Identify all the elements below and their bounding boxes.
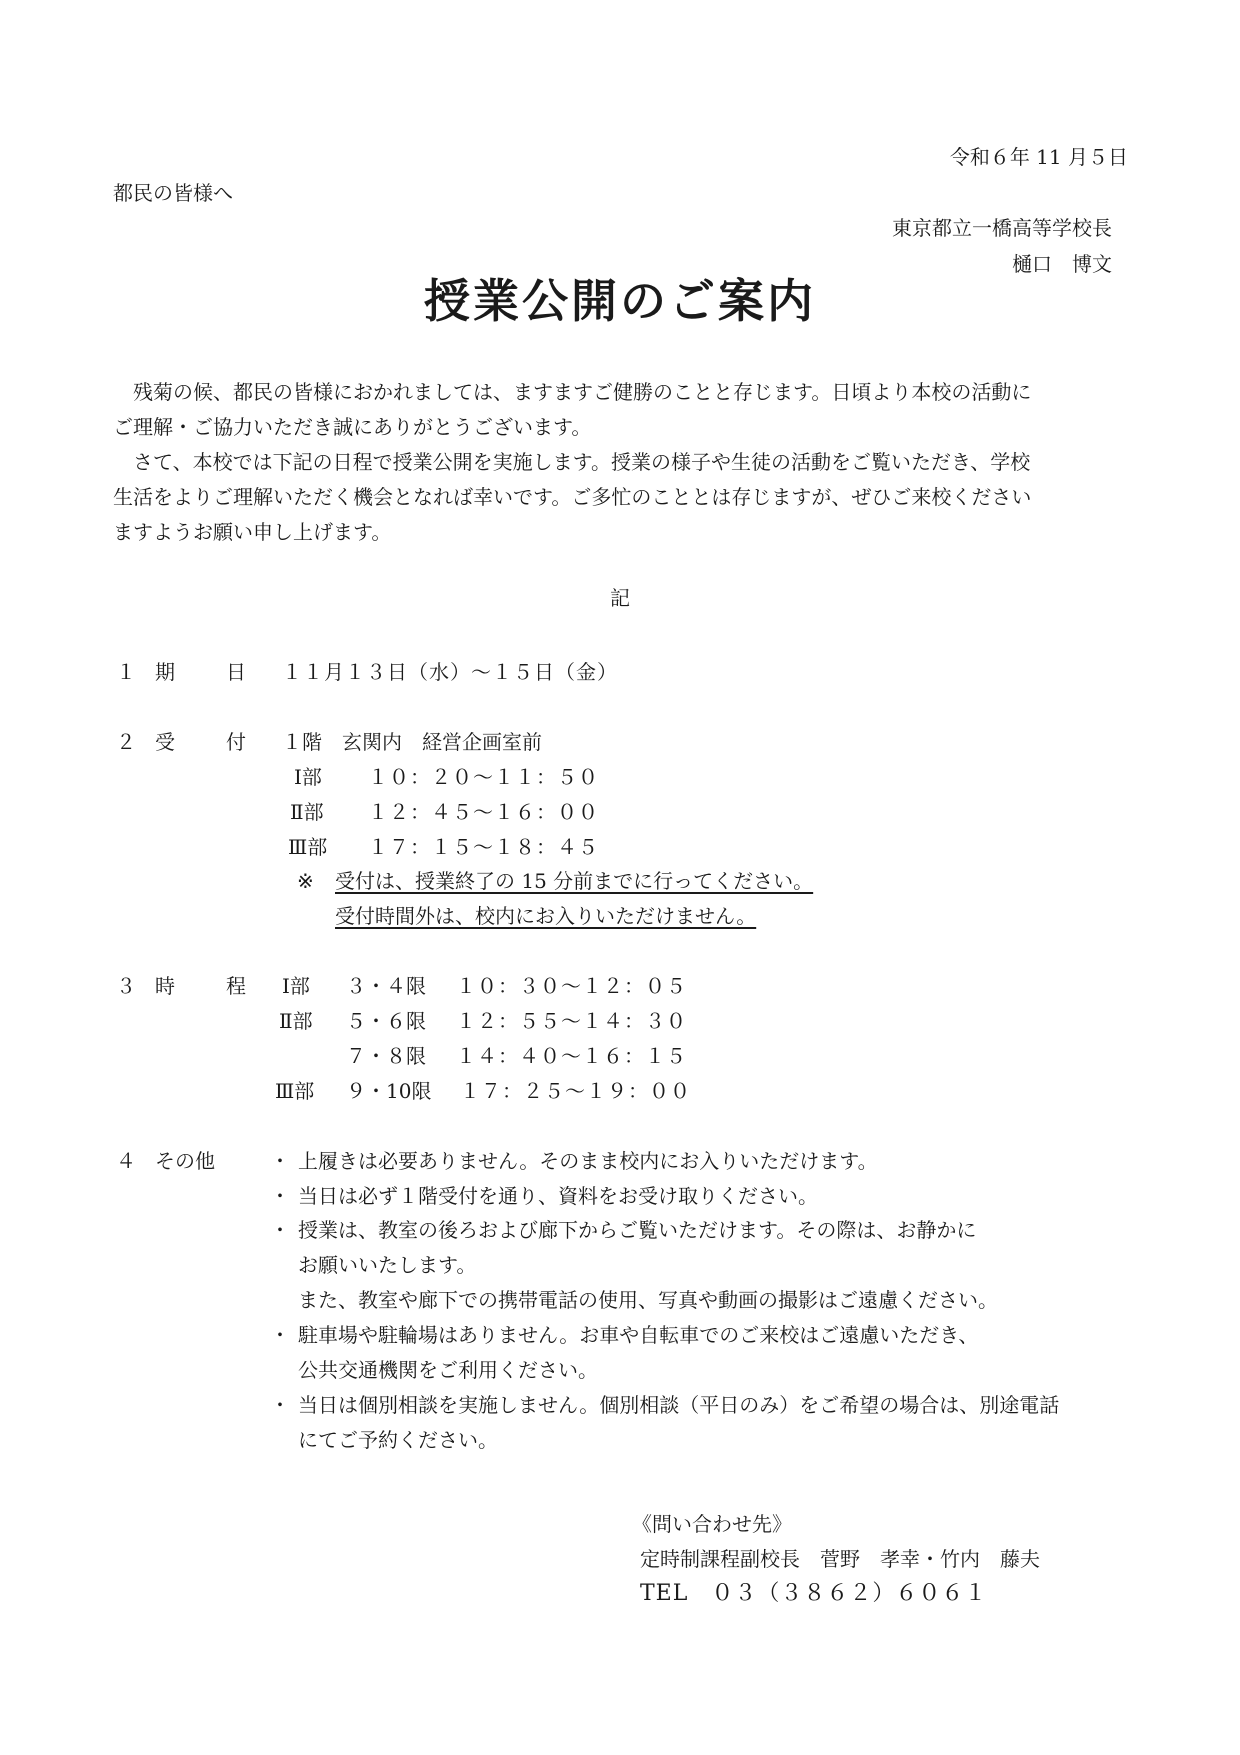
session-time: １０：２０～１１：５０	[368, 765, 599, 789]
schedule-period: ３・４限	[346, 974, 426, 998]
bullet-mark: ・	[270, 1218, 290, 1242]
bullet-mark: ・	[270, 1149, 290, 1173]
event-dates: １１月１３日（水）～１５日（金）	[282, 660, 618, 684]
item-label: その他	[155, 1149, 215, 1173]
contact-persons: 定時制課程副校長 菅野 孝幸・竹内 藤夫	[640, 1547, 1040, 1571]
other-note: 上履きは必要ありません。そのまま校内にお入りいただけます。	[298, 1149, 878, 1173]
schedule-part: Ⅱ部	[279, 1009, 313, 1033]
recipient: 都民の皆様へ	[113, 181, 233, 205]
page-title: 授業公開のご案内	[424, 274, 816, 328]
item-number: ４	[116, 1149, 136, 1173]
schedule-part: Ⅰ部	[282, 974, 310, 998]
schedule-time: １４：４０～１６：１５	[456, 1044, 687, 1068]
other-note: にてご予約ください。	[298, 1428, 498, 1452]
ki-heading: 記	[610, 586, 630, 610]
item-label: 受	[155, 730, 175, 754]
document-date: 令和６年 11 月５日	[949, 145, 1128, 169]
schedule-period: ５・６限	[346, 1009, 426, 1033]
schedule-part: Ⅲ部	[275, 1079, 315, 1103]
other-note: 公共交通機関をご利用ください。	[298, 1358, 598, 1382]
item-number: ３	[116, 974, 136, 998]
reception-note: 受付は、授業終了の 15 分前までに行ってください。	[335, 869, 814, 893]
item-label: 時	[155, 974, 175, 998]
session-time: １２：４５～１６：００	[368, 800, 599, 824]
bullet-mark: ・	[270, 1323, 290, 1347]
bullet-mark: ・	[270, 1393, 290, 1417]
contact-heading: 《問い合わせ先》	[632, 1512, 792, 1536]
item-number: １	[116, 660, 136, 684]
schedule-period: ９・10限	[346, 1079, 432, 1103]
principal-name: 樋口 博文	[1012, 252, 1112, 276]
schedule-period: ７・８限	[346, 1044, 426, 1068]
session-time: １７：１５～１８：４５	[368, 835, 599, 859]
session-part: Ⅰ部	[294, 765, 322, 789]
item-label: 程	[226, 974, 246, 998]
session-part: Ⅲ部	[288, 835, 328, 859]
greeting-paragraph-2	[113, 445, 1031, 550]
reception-place: １階 玄関内 経営企画室前	[282, 730, 542, 754]
schedule-time: １２：５５～１４：３０	[456, 1009, 687, 1033]
note-mark: ※	[297, 869, 314, 893]
other-note: 授業は、教室の後ろおよび廊下からご覧いただけます。その際は、お静かに	[298, 1218, 977, 1242]
session-part: Ⅱ部	[290, 800, 324, 824]
school-name: 東京都立一橋高等学校長	[892, 216, 1112, 240]
item-label: 期	[155, 660, 175, 684]
bullet-mark: ・	[270, 1184, 290, 1208]
other-note: お願いいたします。	[298, 1253, 477, 1277]
item-label: 日	[226, 660, 246, 684]
item-label: 付	[226, 730, 246, 754]
other-note: また、教室や廊下での携帯電話の使用、写真や動画の撮影はご遠慮ください。	[298, 1288, 998, 1312]
schedule-time: １０：３０～１２：０５	[456, 974, 687, 998]
contact-tel: TEL ０３（３８６２）６０６１	[640, 1581, 988, 1606]
greeting-paragraph-1	[113, 375, 1031, 445]
schedule-time: １７：２５～１９：００	[460, 1079, 691, 1103]
greeting-line: ご理解・ご協力いただき誠にありがとうございます。	[113, 415, 592, 439]
other-note: 当日は個別相談を実施しません。個別相談（平日のみ）をご希望の場合は、別途電話	[298, 1393, 1060, 1417]
greeting-line: さて、本校では下記の日程で授業公開を実施します。授業の様子や生徒の活動をご覧いただき、学校	[113, 450, 1031, 474]
item-number: ２	[116, 730, 136, 754]
other-note: 駐車場や駐輪場はありません。お車や自転車でのご来校はご遠慮いただき、	[298, 1323, 979, 1347]
greeting-line: 残菊の候、都民の皆様におかれましては、ますますご健勝のことと存じます。日頃より本校の活動に	[113, 380, 1032, 404]
greeting-line: ますようお願い申し上げます。	[113, 520, 392, 544]
other-note: 当日は必ず１階受付を通り、資料をお受け取りください。	[298, 1184, 818, 1208]
greeting-line: 生活をよりご理解いただく機会となれば幸いです。ご多忙のこととは存じますが、ぜひご来校ください	[113, 485, 1032, 509]
reception-note: 受付時間外は、校内にお入りいただけません。	[335, 904, 757, 928]
